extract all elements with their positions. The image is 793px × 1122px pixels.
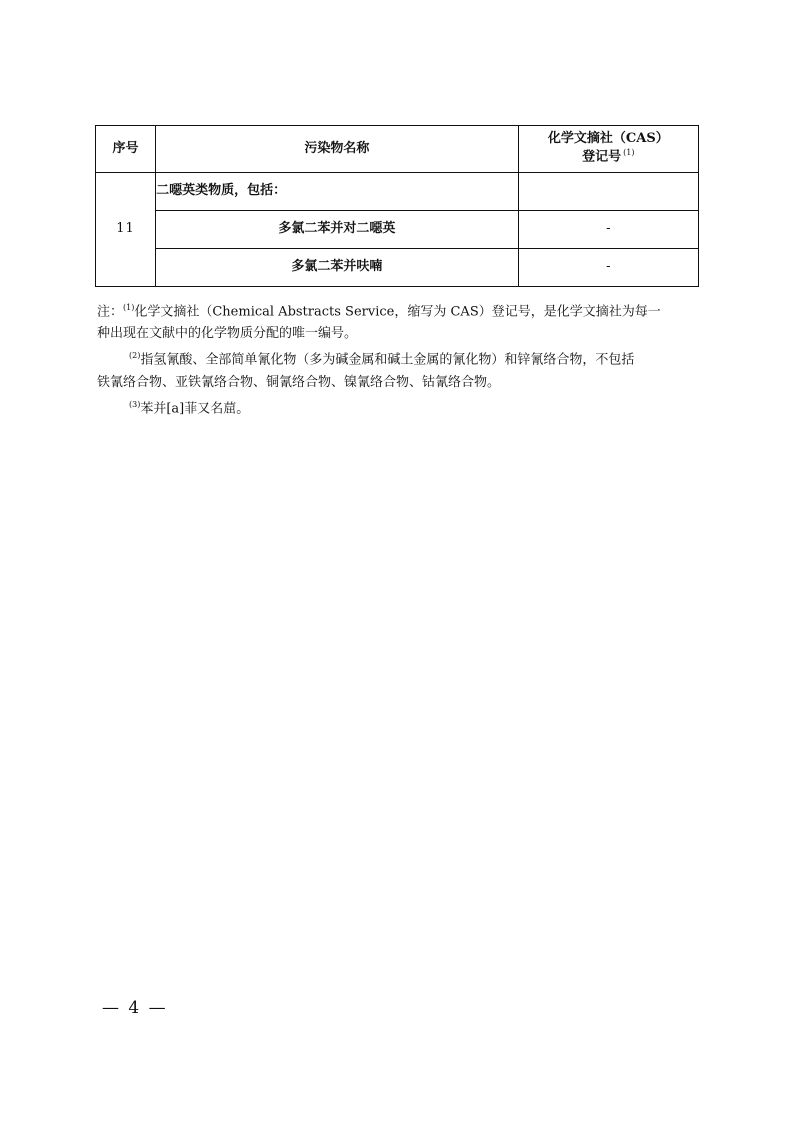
notes-prefix: 注：	[97, 304, 124, 320]
pollutant-name: 多氯二苯并对二噁英	[156, 211, 519, 249]
note-3-text: 苯并[a]菲又名䓛。	[140, 400, 250, 416]
header-cas	[518, 126, 698, 173]
pollutant-table	[95, 125, 699, 287]
table-row	[96, 173, 699, 211]
note-2-text: 指氢氰酸、全部简单氰化物（多为碱金属和碱土金属的氰化物）和锌氰络合物，不包括	[140, 352, 635, 368]
row-seq-number: 11	[96, 173, 156, 287]
header-cas-label: 登记号	[582, 149, 622, 165]
table-header-row	[96, 126, 699, 173]
pollutant-cas: -	[518, 211, 698, 249]
note-2-line-2: 铁氰络合物、亚铁氰络合物、铜氰络合物、镍氰络合物、钴氰络合物。	[97, 374, 501, 390]
page-number: — 4 —	[102, 998, 168, 1018]
group-cas-cell	[518, 173, 698, 211]
note-1-ref: (1)	[123, 303, 135, 312]
table-row	[96, 249, 699, 287]
note-3-ref: (3)	[129, 399, 141, 409]
header-seq: 序号	[96, 126, 156, 173]
header-cas-line1: 化学文摘社（CAS）	[547, 131, 669, 147]
pollutant-cas: -	[518, 249, 698, 287]
footnotes	[97, 297, 695, 420]
group-title: 二噁英类物质，包括：	[156, 173, 519, 211]
header-cas-line2	[519, 148, 698, 166]
note-1-line-2: 种出现在文献中的化学物质分配的唯一编号。	[97, 326, 358, 342]
note-1-text: 化学文摘社（Chemical Abstracts Service，缩写为 CAS）登记号，是化学文摘社为每一	[134, 304, 661, 320]
table-row	[96, 211, 699, 249]
note-3-line-1	[97, 394, 695, 420]
pollutant-name: 多氯二苯并呋喃	[156, 249, 519, 287]
note-2-line-1	[97, 345, 695, 371]
note-1-line-1	[97, 297, 695, 323]
header-name: 污染物名称	[156, 126, 519, 173]
note-2-ref: (2)	[129, 351, 141, 361]
header-cas-ref: (1)	[623, 148, 635, 158]
